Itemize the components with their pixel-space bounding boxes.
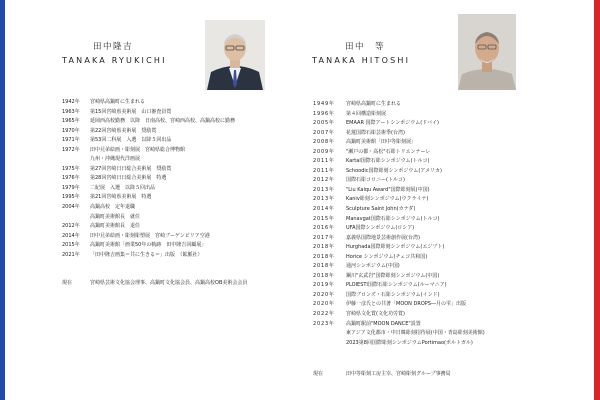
timeline-row	[62, 117, 235, 127]
timeline-row	[313, 195, 485, 205]
timeline-text: EMAAR 国際アートシンポジウム(ドバイ)	[346, 120, 439, 127]
timeline-row	[62, 108, 235, 118]
timeline-row	[62, 232, 235, 242]
timeline-row	[313, 167, 485, 177]
timeline-year: 1995年	[62, 194, 80, 201]
timeline-text: 高鍋高校 定年退職	[90, 204, 136, 211]
timeline-text: 高鍋町駅前"MOON DANCE"設置	[346, 320, 421, 327]
right-name-jp: 田中 等	[345, 42, 386, 52]
timeline-year: 1942年	[62, 99, 80, 105]
timeline-text: 国際石彫コロニー(トルコ)	[346, 177, 405, 184]
timeline-text: 鋼川"玄武岩"国際彫刻シンポジウム(中国)	[346, 272, 440, 279]
timeline-year	[313, 329, 346, 339]
timeline-year: 2019年	[313, 282, 335, 289]
timeline-year: 1965年	[62, 118, 80, 125]
timeline-row	[313, 281, 485, 291]
timeline-text: Hurghada国際彫刻シンポジウム(エジプト)	[346, 244, 445, 251]
current-text: 田中等彫刻工房主宰、宮崎彫刻グループ事務局	[346, 371, 451, 377]
timeline-row	[62, 127, 235, 137]
timeline-row	[62, 165, 235, 175]
timeline-row	[62, 184, 235, 194]
current-label: 現在	[62, 280, 73, 286]
timeline-year: 2005年	[313, 120, 335, 127]
timeline-year	[313, 339, 346, 349]
timeline-year: 2018年	[313, 244, 335, 251]
timeline-text: 「田中隆吉画集＝共に生きる＝」出版 （鉱脈社）	[90, 251, 203, 258]
timeline-text: 九州・沖縄現代洋画展	[90, 156, 141, 163]
timeline-year: 2015年	[62, 242, 80, 249]
timeline-year: 1975年	[62, 165, 80, 172]
timeline-year: 2012年	[313, 177, 335, 184]
timeline-row	[62, 146, 235, 156]
current-text: 宮崎県芸術文化協会理事、高鍋町文化協会員、高鍋高校OB美術会会員	[90, 280, 248, 286]
timeline-year: 2020年	[313, 301, 335, 308]
timeline-year: 2007年	[313, 129, 335, 136]
timeline-row	[62, 98, 235, 108]
timeline-text: 田中兄弟絵画・彫刻展 宮崎県総合博物館	[90, 146, 186, 153]
timeline-text: 宮崎県高鍋町に生まれる	[90, 99, 146, 105]
white-edge-stripe-right	[592, 0, 594, 400]
timeline-text: 第21回宮崎県美術展 特選	[90, 194, 152, 201]
timeline-text: Kaniv彫刻シンポジウム(ウクライナ)	[346, 196, 429, 203]
timeline-text: 延岡西高校勤務 以降 日南高校、宮崎西高校、高鍋高校に勤務	[90, 118, 236, 125]
timeline-row	[313, 329, 485, 339]
timeline-row	[313, 310, 485, 320]
timeline-year	[62, 213, 90, 223]
white-edge-stripe-left	[5, 0, 7, 400]
timeline-row	[62, 241, 235, 251]
timeline-text: 第27回宮崎日日総合美術展 奨励賞	[90, 165, 172, 172]
timeline-text: 宮崎県文化賞(文化功労賞)	[346, 311, 405, 318]
timeline-text: 高鍋町美術館「田中等彫刻展」	[346, 139, 417, 146]
timeline-year: 1970年	[62, 127, 80, 134]
timeline-year: 2012年	[62, 223, 80, 230]
timeline-year: 2008年	[313, 139, 335, 146]
timeline-text: 東アジア文化都市・中日韓彫刻招待展(中国・青島彫刻美術館)	[346, 330, 485, 337]
right-name-en: TANAKA HITOSHI	[312, 56, 411, 65]
timeline-year: 1996年	[313, 110, 335, 117]
timeline-row	[62, 203, 235, 213]
timeline-row	[62, 155, 235, 165]
timeline-text: 第53回二科展 入選 以降５回出品	[90, 137, 172, 144]
timeline-row	[62, 174, 235, 184]
timeline-year: 2022年	[313, 311, 335, 318]
timeline-year: 2017年	[313, 234, 335, 241]
timeline-row	[313, 234, 485, 244]
timeline-row	[62, 136, 235, 146]
timeline-row	[62, 193, 235, 203]
timeline-text: "瀬戸の都・高松"石彫トリエンナーレ	[346, 148, 431, 155]
timeline-row	[313, 129, 485, 139]
timeline-row	[62, 251, 235, 261]
portrait-photo-ryukichi	[205, 20, 265, 90]
timeline-text: 第28回宮崎日日総合美術展 特選	[90, 175, 167, 182]
timeline-row	[313, 186, 485, 196]
timeline-row	[313, 119, 485, 129]
timeline-row	[313, 262, 485, 272]
portrait-photo-hitoshi	[458, 14, 516, 90]
timeline-year: 2016年	[313, 225, 335, 232]
timeline-year: 2018年	[313, 263, 335, 270]
timeline-year: 2013年	[313, 186, 335, 193]
timeline-year: 2018年	[313, 253, 335, 260]
red-edge-stripe	[594, 0, 600, 400]
timeline-text: 花蓮国際石彫芸術季(台湾)	[346, 129, 405, 136]
timeline-year	[62, 155, 90, 165]
timeline-year: 2018年	[313, 272, 335, 279]
timeline-text: 国際ブロンズ・石彫シンポジウム(インド)	[346, 291, 440, 298]
timeline-row	[313, 320, 485, 330]
timeline-text: Horice シンポジウム(チェコ共和国)	[346, 253, 428, 260]
current-label: 現在	[313, 371, 324, 377]
timeline-row	[313, 215, 485, 225]
timeline-year: 2014年	[62, 232, 80, 239]
timeline-row	[313, 339, 485, 349]
timeline-text: Schoodic国際彫刻シンポジウム(アメリカ)	[346, 167, 442, 174]
timeline-year: 2011年	[313, 158, 335, 165]
timeline-year: 1949年	[313, 101, 335, 107]
timeline-row	[313, 148, 485, 158]
timeline-row	[313, 138, 485, 148]
timeline-text: PLOIESTI国際石彫シンポジウム(ルーマニア)	[346, 282, 447, 289]
timeline-year: 2020年	[313, 291, 335, 298]
timeline-text: Kartal国際石彫シンポジウム(トルコ)	[346, 158, 430, 165]
timeline-text: 高鍋町美術館長 就任	[90, 213, 141, 220]
timeline-row	[313, 224, 485, 234]
timeline-text: "Liu Kaiqu Award"国際彫刻展(中国)	[346, 186, 430, 193]
timeline-row	[62, 222, 235, 232]
timeline-year: 2011年	[313, 167, 335, 174]
right-current-affiliation	[313, 370, 451, 377]
timeline-row	[313, 176, 485, 186]
timeline-row	[313, 110, 485, 120]
timeline-row	[313, 100, 485, 110]
timeline-text: 伊藤一彦氏との共著「MOON DROPS―月の雫」出版	[346, 301, 466, 308]
timeline-text: 嘉義県国際地景芸術創作展(台湾)	[346, 234, 420, 241]
timeline-row	[313, 291, 485, 301]
timeline-year: 1972年	[62, 146, 80, 153]
timeline-row	[313, 205, 485, 215]
timeline-text: 2023第8回国際彫刻シンポジウムPortimao(ポルトガル)	[346, 339, 473, 346]
timeline-year: 1979年	[62, 184, 80, 191]
timeline-text: 高鍋町美術館「画業50年の軌跡 田中隆吉回顧展」	[90, 242, 207, 249]
timeline-text: 宮崎県高鍋町に生まれる	[346, 101, 402, 107]
timeline-text: Sculpture Saint John(カナダ)	[346, 206, 416, 213]
timeline-year: 1971年	[62, 137, 80, 144]
timeline-year: 2013年	[313, 196, 335, 203]
left-current-affiliation	[62, 279, 247, 286]
timeline-year: 1976年	[62, 175, 80, 182]
timeline-year: 2021年	[62, 251, 80, 258]
timeline-row	[313, 243, 485, 253]
timeline-row	[62, 213, 235, 223]
timeline-year: 2015年	[313, 215, 335, 222]
timeline-year: 2009年	[313, 148, 335, 155]
left-timeline	[62, 98, 235, 260]
timeline-year: 1963年	[62, 108, 80, 115]
timeline-year: 2004年	[62, 204, 80, 211]
timeline-year: 2014年	[313, 206, 335, 213]
left-name-jp: 田中隆吉	[93, 42, 134, 52]
left-name-en: TANAKA RYUKICHI	[62, 56, 167, 65]
timeline-text: 田中兄弟絵画・彫刻彫塑展 宮崎ブーゲンビリア空港	[90, 232, 210, 239]
timeline-row	[313, 157, 485, 167]
timeline-row	[313, 300, 485, 310]
timeline-text: 第22回宮崎県美術展 奨励賞	[90, 127, 157, 134]
timeline-text: 二紀展 入選 以降５回出品	[90, 184, 156, 191]
timeline-year: 2023年	[313, 320, 335, 327]
timeline-text: Manavgat国際石彫シンポジウム(トルコ)	[346, 215, 440, 222]
timeline-text: UFA国際シンポジウム(ロシア)	[346, 225, 415, 232]
timeline-text: 第４回構造彫刻展	[346, 110, 387, 117]
timeline-text: 高鍋町美術館長 退任	[90, 223, 141, 230]
timeline-row	[313, 272, 485, 282]
timeline-text: 通河シンポジウム(中国)	[346, 263, 400, 270]
timeline-row	[313, 253, 485, 263]
right-timeline	[313, 100, 485, 348]
timeline-text: 第15回宮崎県美術展 山口審査員賞	[90, 108, 172, 115]
